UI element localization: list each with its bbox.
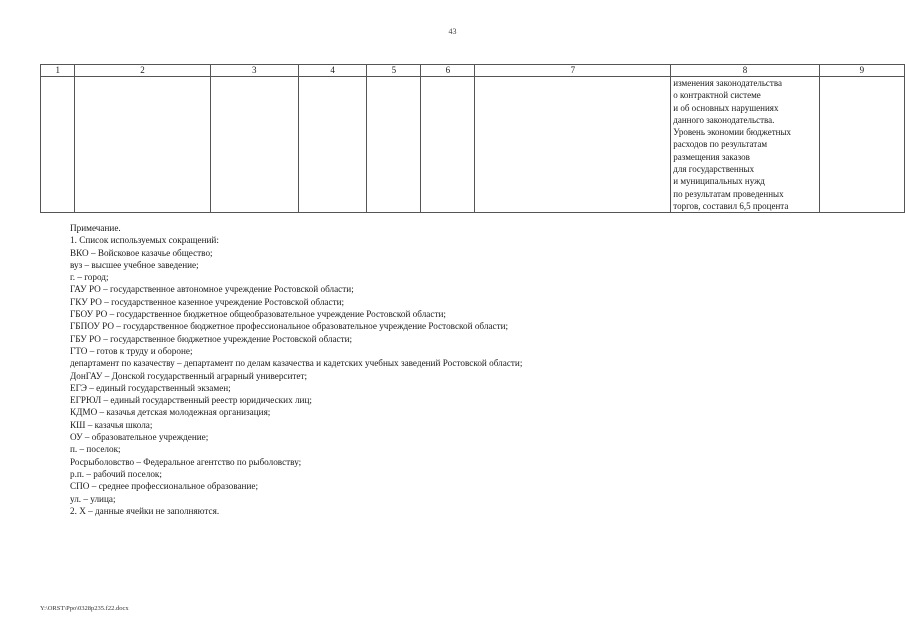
table-header-cell: 1 — [41, 65, 75, 77]
abbreviation-item: ул. – улица; — [70, 493, 116, 504]
abbreviation-item: КШ – казачья школа; — [70, 419, 153, 430]
abbreviation-item: ГБУ РО – государственное бюджетное учреждение Ростовской области; — [70, 333, 353, 344]
table-cell-col5 — [367, 77, 421, 213]
abbreviation-item: СПО – среднее профессиональное образование; — [70, 481, 259, 492]
abbreviation-item: департамент по казачеству – департамент по делам казачества и кадетских учебных заведений Ростовской области; — [70, 358, 523, 369]
abbreviation-item: г. – город; — [70, 272, 109, 283]
abbreviation-item: ГАУ РО – государственное автономное учреждение Ростовской области; — [70, 284, 354, 295]
table-cell-col6 — [421, 77, 475, 213]
abbreviation-item: вуз – высшее учебное заведение; — [70, 259, 199, 270]
notes-item-1: 1. Список используемых сокращений: — [70, 235, 219, 246]
table-cell-col7 — [475, 77, 671, 213]
notes-section — [70, 222, 522, 517]
footer-file-path: Y:\ORST\Ppo\0328p235.f22.docx — [40, 605, 129, 612]
notes-item-2: 2. Х – данные ячейки не заполняются. — [70, 505, 220, 516]
abbreviation-item: ЕГРЮЛ – единый государственный реестр юридических лиц; — [70, 395, 312, 406]
table-header-row — [41, 65, 905, 77]
abbreviation-item: ГБОУ РО – государственное бюджетное общеобразовательное учреждение Ростовской области; — [70, 309, 446, 320]
table-cell-col3 — [210, 77, 298, 213]
abbreviation-item: р.п. – рабочий поселок; — [70, 468, 162, 479]
table-cell-col9 — [819, 77, 904, 213]
abbreviation-item: ВКО – Войсковое казачье общество; — [70, 247, 213, 258]
table-header-cell: 8 — [671, 65, 819, 77]
notes-heading: Примечание. — [70, 223, 121, 233]
abbreviation-item: Росрыболовство – Федеральное агентство по рыболовству; — [70, 456, 302, 467]
abbreviation-item: ГКУ РО – государственное казенное учреждение Ростовской области; — [70, 296, 345, 307]
abbreviation-item: ГТО – готов к труду и обороне; — [70, 345, 193, 356]
page-number: 43 — [448, 27, 457, 36]
table-header-cell: 3 — [210, 65, 298, 77]
table-cell-col8: изменения законодательства о контрактной системе и об основных нарушениях данного законодательства. Уровень экономии бюджетных расходов по результатам размещения заказов для государственных и муниципальных нужд по результатам проведенных торгов, составил 6,5 процента — [671, 77, 819, 213]
abbreviation-item: ОУ – образовательное учреждение; — [70, 432, 209, 443]
abbreviation-item: п. – поселок; — [70, 444, 121, 455]
table-header-cell: 2 — [75, 65, 210, 77]
table-header-cell: 6 — [421, 65, 475, 77]
abbreviation-item: ГБПОУ РО – государственное бюджетное профессиональное образовательное учреждение Ростовской области; — [70, 321, 509, 332]
table-header-cell: 7 — [475, 65, 671, 77]
table-header-cell: 5 — [367, 65, 421, 77]
data-table — [40, 64, 905, 213]
table-row — [41, 77, 905, 213]
table-header-cell: 4 — [298, 65, 367, 77]
table-cell-col1 — [41, 77, 75, 213]
abbreviation-item: КДМО – казачья детская молодежная организация; — [70, 407, 271, 418]
abbreviation-item: ЕГЭ – единый государственный экзамен; — [70, 382, 231, 393]
abbreviation-item: ДонГАУ – Донской государственный аграрный университет; — [70, 370, 308, 381]
table-cell-col4 — [298, 77, 367, 213]
table-header-cell: 9 — [819, 65, 904, 77]
table-cell-col2 — [75, 77, 210, 213]
